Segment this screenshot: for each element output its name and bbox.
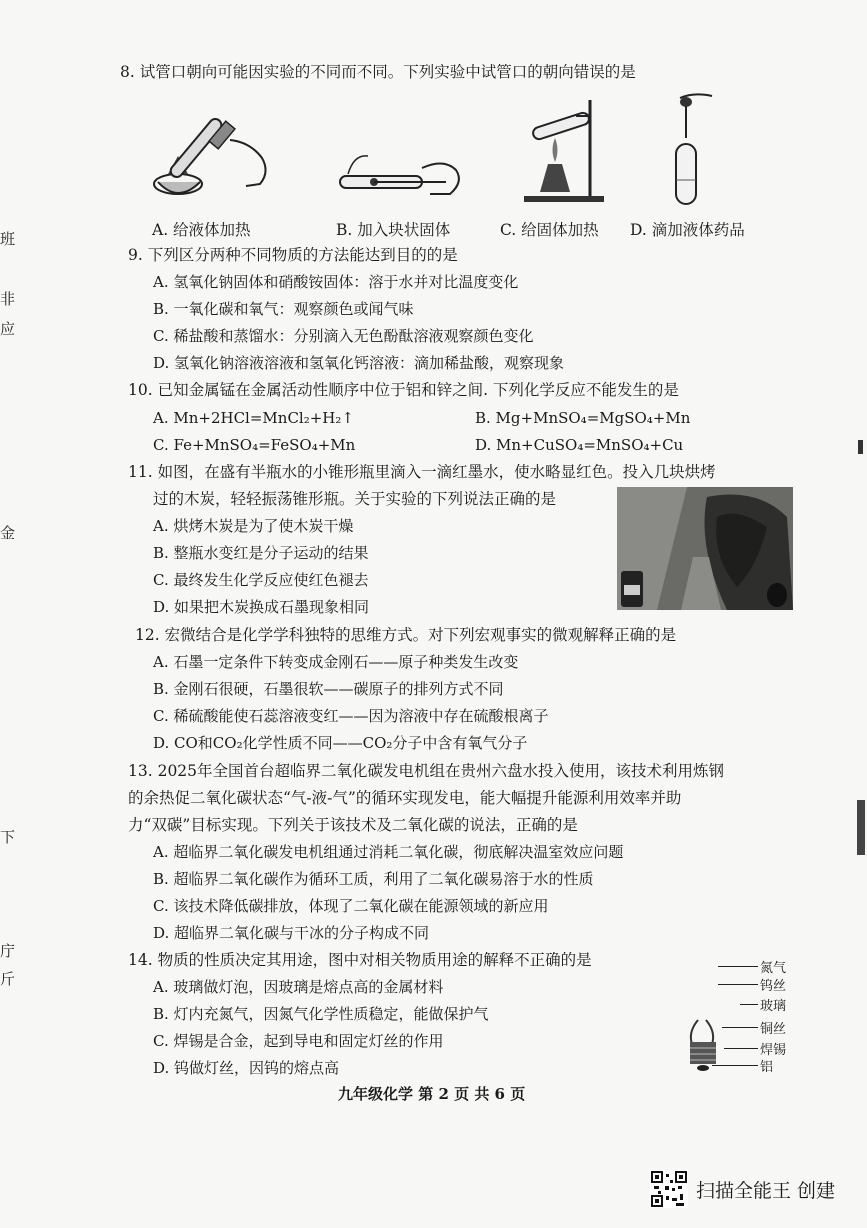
figure-heating-liquid	[150, 112, 280, 204]
margin-char: 庁	[0, 942, 16, 960]
option-c: C. Fe+MnSO₄=FeSO₄+Mn	[153, 436, 356, 454]
label-glass: 玻璃	[760, 999, 787, 1014]
leader-line	[718, 984, 758, 985]
question-12-stem: 12. 宏微结合是化学学科独特的思维方式。对下列宏观事实的微观解释正确的是	[135, 626, 677, 644]
scanner-label: 扫描全能王 创建	[696, 1179, 836, 1202]
edge-mark	[857, 800, 865, 855]
option-a: A. 玻璃做灯泡，因玻璃是熔点高的金属材料	[153, 978, 444, 996]
edge-mark	[858, 440, 863, 454]
margin-char: 班	[0, 230, 16, 248]
label-copper-wire: 铜丝	[760, 1022, 787, 1037]
option-a: A. 氢氧化钠固体和硝酸铵固体：溶于水并对比温度变化	[153, 273, 519, 291]
question-10-stem: 10. 已知金属锰在金属活动性顺序中位于铝和锌之间. 下列化学反应不能发生的是	[128, 381, 679, 399]
option-d: D. 如果把木炭换成石墨现象相同	[153, 598, 370, 616]
option-c: C. 该技术降低碳排放，体现了二氧化碳在能源领域的新应用	[153, 897, 549, 915]
option-d: D. 钨做灯丝，因钨的熔点高	[153, 1059, 340, 1077]
question-14-stem: 14. 物质的性质决定其用途，图中对相关物质用途的解释不正确的是	[128, 951, 592, 969]
leader-line	[724, 1048, 758, 1049]
label-aluminum: 铝	[760, 1060, 774, 1075]
option-d: D. 超临界二氧化碳与干冰的分子构成不同	[153, 924, 430, 942]
question-13-stem-cont: 力“双碳”目标实现。下列关于该技术及二氧化碳的说法，正确的是	[128, 816, 578, 834]
leader-line	[712, 1065, 758, 1066]
figure-caption-a: A. 给液体加热	[152, 221, 251, 239]
experiment-photo	[617, 487, 793, 610]
option-c: C. 焊锡是合金，起到导电和固定灯丝的作用	[153, 1032, 444, 1050]
option-a: A. 烘烤木炭是为了使木炭干燥	[153, 517, 354, 535]
figure-caption-d: D. 滴加液体药品	[630, 221, 745, 239]
margin-char: 金	[0, 524, 16, 542]
leader-line	[740, 1004, 758, 1005]
option-c: C. 最终发生化学反应使红色褪去	[153, 571, 369, 589]
question-13-stem: 13. 2025年全国首台超临界二氧化碳发电机组在贵州六盘水投入使用，该技术利用炼钢	[128, 762, 725, 780]
option-b: B. 超临界二氧化碳作为循环工质，利用了二氧化碳易溶于水的性质	[153, 870, 594, 888]
option-a: A. Mn+2HCl=MnCl₂+H₂↑	[153, 409, 354, 427]
option-b: B. 一氧化碳和氧气：观察颜色或闻气味	[153, 300, 414, 318]
option-a: A. 石墨一定条件下转变成金刚石——原子种类发生改变	[153, 653, 519, 671]
figure-heating-solid	[518, 92, 608, 204]
figure-adding-solid	[338, 148, 468, 204]
leader-line	[718, 966, 758, 967]
option-b: B. 金刚石很硬，石墨很软——碳原子的排列方式不同	[153, 680, 504, 698]
option-d: D. Mn+CuSO₄=MnSO₄+Cu	[475, 436, 684, 454]
figure-dropping-liquid	[660, 90, 720, 206]
margin-char: 斤	[0, 970, 16, 988]
figure-caption-c: C. 给固体加热	[500, 221, 599, 239]
question-11-stem: 11. 如图，在盛有半瓶水的小锥形瓶里滴入一滴红墨水，使水略显红色。投入几块烘烤	[128, 463, 716, 481]
option-b: B. 整瓶水变红是分子运动的结果	[153, 544, 369, 562]
option-d: D. 氢氧化钠溶液溶液和氢氧化钙溶液：滴加稀盐酸，观察现象	[153, 354, 565, 372]
label-nitrogen: 氮气	[760, 961, 787, 976]
page-footer: 九年级化学 第 2 页 共 6 页	[338, 1085, 526, 1103]
margin-char: 下	[0, 828, 16, 846]
leader-line	[722, 1027, 758, 1028]
figure-light-bulb	[684, 1018, 724, 1072]
option-c: C. 稀硫酸能使石蕊溶液变红——因为溶液中存在硫酸根离子	[153, 707, 549, 725]
option-d: D. CO和CO₂化学性质不同——CO₂分子中含有氧气分子	[153, 734, 528, 752]
label-solder: 焊锡	[760, 1043, 787, 1058]
question-8-stem: 8. 试管口朝向可能因实验的不同而不同。下列实验中试管口的朝向错误的是	[120, 63, 636, 81]
option-b: B. 灯内充氮气，因氮气化学性质稳定，能做保护气	[153, 1005, 489, 1023]
margin-char: 应	[0, 320, 16, 338]
label-tungsten-wire: 钨丝	[760, 979, 787, 994]
question-11-stem-cont: 过的木炭，轻轻振荡锥形瓶。关于实验的下列说法正确的是	[153, 490, 557, 508]
option-a: A. 超临界二氧化碳发电机组通过消耗二氧化碳，彻底解决温室效应问题	[153, 843, 624, 861]
option-b: B. Mg+MnSO₄=MgSO₄+Mn	[475, 409, 691, 427]
margin-char: 非	[0, 290, 16, 308]
scanner-watermark	[650, 1170, 835, 1208]
qr-code-icon	[650, 1170, 688, 1208]
question-13-stem-cont: 的余热促二氧化碳状态“气-液-气”的循环实现发电，能大幅提升能源利用效率并助	[128, 789, 682, 807]
question-9-stem: 9. 下列区分两种不同物质的方法能达到目的的是	[128, 246, 458, 264]
option-c: C. 稀盐酸和蒸馏水：分别滴入无色酚酞溶液观察颜色变化	[153, 327, 534, 345]
figure-caption-b: B. 加入块状固体	[336, 221, 451, 239]
